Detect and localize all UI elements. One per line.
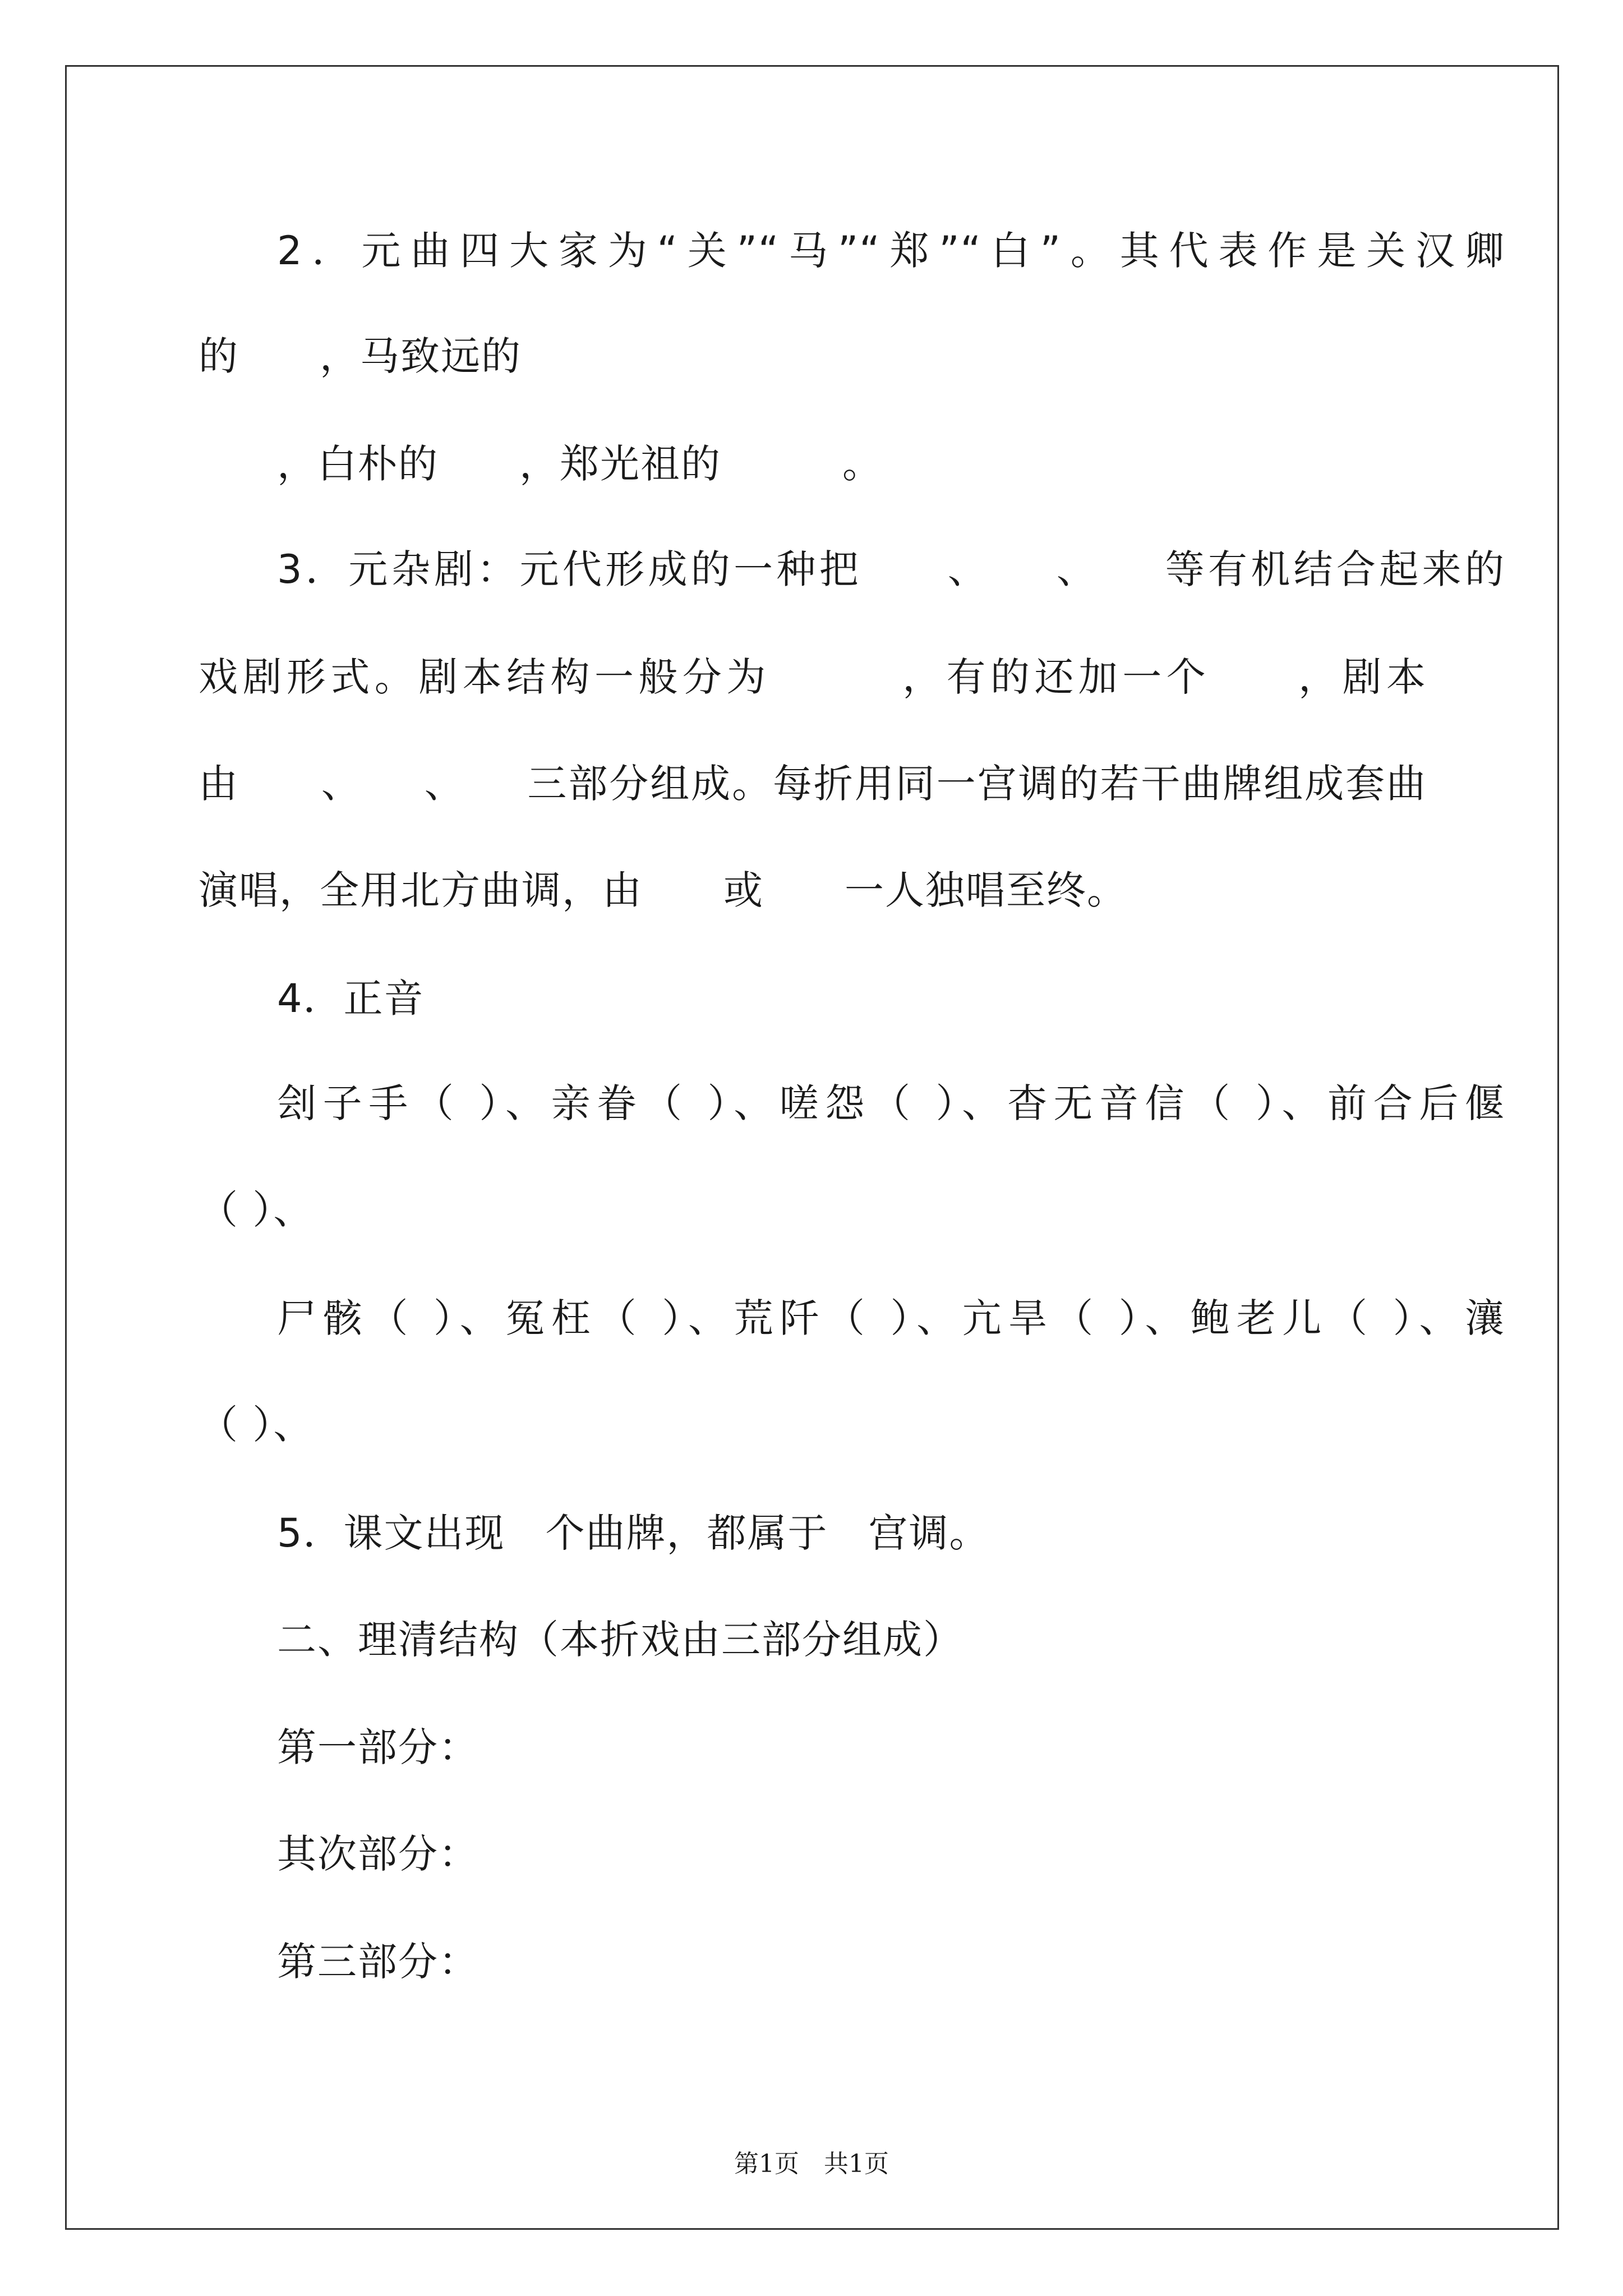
part-two-label: 其次部分：: [277, 1831, 479, 1877]
part-one-label: 第一部分：: [277, 1724, 479, 1770]
item-2-line-3: ，白朴的 ，郑光祖的 。: [277, 441, 883, 487]
page-number-footer: 第1页 共1页: [734, 2150, 889, 2178]
pronunciation-line-1: 刽子手（ ）、亲眷（ ）、嗟怨（ ）、杳无音信（ ）、前合后偃: [277, 1080, 1505, 1126]
pronunciation-line-1-cont: （ ）、: [199, 1187, 314, 1233]
part-three-label: 第三部分：: [277, 1939, 479, 1985]
page-border: [65, 65, 1559, 2230]
section-2-heading: 二、理清结构（本折戏由三部分组成）: [277, 1617, 963, 1663]
pronunciation-line-2: 尸骸（ ）、冤枉（ ）、荒阡（ ）、亢旱（ ）、鲍老儿（ ）、瀼: [277, 1295, 1505, 1341]
item-3-line-3: 由 、 、 三部分组成。每折用同一宫调的若干曲牌组成套曲: [199, 761, 1427, 807]
item-2-line-2: 的 ，马致远的: [199, 333, 522, 379]
item-3-line-2: 戏剧形式。剧本结构一般分为 ，有的还加一个 ，剧本: [199, 654, 1427, 700]
item-2-line-1: 2．元曲四大家为“关”“马”“郑”“白”。其代表作是关汉卿: [277, 228, 1505, 274]
item-3-line-1: 3．元杂剧：元代形成的一种把 、 、 等有机结合起来的: [277, 546, 1505, 592]
item-5-line: 5．课文出现 个曲牌，都属于 宫调。: [277, 1510, 990, 1556]
item-3-line-4: 演唱，全用北方曲调，由 或 一人独唱至终。: [199, 867, 1127, 913]
item-4-heading: 4．正音: [277, 976, 425, 1022]
pronunciation-line-2-cont: （ ）、: [199, 1402, 314, 1448]
